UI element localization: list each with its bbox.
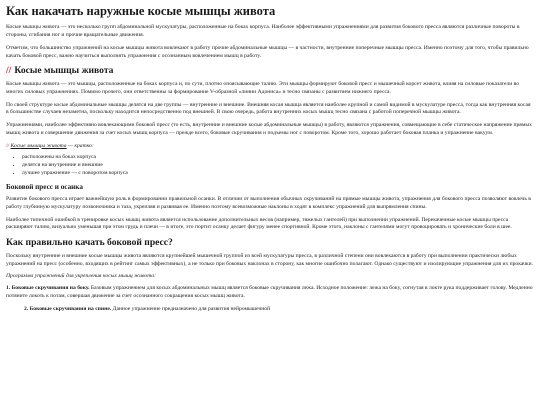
- intro-paragraph-1: Косые мышцы живота — это несколько групп абдоминальной мускулатуры, расположенные на боках корпуса. Наиболее эффективными упражнениями для развития бокового пресса являются различные повороты в стороны, сгибания ног и прочие вращательные движения.: [6, 24, 520, 39]
- exercise-step-1: [6, 285, 534, 300]
- step-title: 1. Боковые скручивания на боку.: [6, 285, 90, 292]
- exercise-step-2: [6, 306, 534, 314]
- section-heading-how-to-train: Как правильно качать боковой пресс?: [6, 236, 173, 248]
- section-heading-text: Косые мышцы живота: [14, 65, 114, 77]
- section2-paragraph-2: Наиболее типичной ошибкой в тренировке косых мышц живота является использование дополнительных весов (например, тяжелых гантелей) при выполнении упражнений. Перекаченные косые мышцы пресса расширяют талию, визуально уменьшая при этом грудь и плечи — в итоге, это портит осанку делает фигуру менее спортивной. Кроме этого, наклоны с гантелями могут провоцировать и хронические боли в шее.: [6, 216, 512, 231]
- program-caption: Программа упражнений для укрепления косых мышц живота:: [6, 273, 156, 280]
- intro-paragraph-2: Отметим, что большинство упражнений на косые мышцы живота вовлекают в работу прочие абдоминальные мышцы — в частности, внутренние поперечные мышцы пресса. Именно поэтому для того, чтобы правильно качать боковой пресс, важно научиться выполнять упражнения с осознанным вовлечением мышц в работу.: [6, 44, 529, 59]
- list-item: • делятся на внутренние и внешние: [22, 162, 534, 170]
- section1-paragraph-3: Упражнениями, наиболее эффективно вовлекающими боковой пресс (то есть, внутренние и внешние косые абдоминальные мышцы) в работу, являются упражнения, совмещающие в себе статическое напряжение прямых мышц живота и совершение движения за счет косых мышц корпуса — прежде всего, боковые скручивания и подъемы ног с поворотом. Кроме того, хорошо работает боковая планка и упражнение вакуум.: [6, 122, 532, 136]
- page-title: Как накачать наружные косые мышцы живота: [6, 4, 276, 18]
- section2-paragraph-1: Развитие бокового пресса играет важнейшую роль в формировании правильной осанки. В отличии от выполнения обычных скручиваний на прямые мышцы живота, упражнения для бокового пресса позволяют вовлечь в работу глубинную мускулатуру позвоночника и таза, укрепляя и развивая ее. Именно поэтому всевозможные наклоны в ходят в комплекс упражнений для выпрямления спины.: [6, 196, 531, 210]
- summary-list: [6, 154, 534, 177]
- summary-note: [6, 143, 534, 151]
- section-heading-oblique-muscles: [6, 65, 534, 76]
- step-text: Базовым упражнением для косых абдоминальных мышц является боковые скручивания лежа. Исходное положение: лежа на боку, согнутая в локте рука поддерживает голову. Медленно потяните локоть к потам, совершая движение за счет осознанного сокращения косых мышц живота.: [6, 285, 533, 299]
- note-suffix: — кратко:: [66, 142, 94, 149]
- section3-paragraph-1: Поскольку внутренние и внешние косые мышцы живота являются крупнейшей мышечной группой из всей мускулатуры пресса, в различной степени они вовлекаются в работу при выполнении практически любых упражнений на пресс (особенно, входящих в рейтинг самых эффективных), а не только при боковых наклонах в сторону, как многие ошибочно полагают. Однако существуют и изолирующие упражнения для их прокачки.: [6, 253, 534, 267]
- heading-slashes: //: [6, 65, 12, 77]
- note-slashes: //: [6, 142, 10, 149]
- section1-paragraph-1: Косые мышцы живота — это мышцы, расположенные на боках корпуса и, по сути, плотно опоясывающие талию. Эти мышцы формируют боковой пресс и мышечный корсет живота, влияя на силовые показатели во многих силовых упражнениях. Помимо прочего, они ответственны за формирование V-образной «линии Адониса» и тесно связаны с развитием нижнего пресса.: [6, 81, 520, 95]
- step-title: 2. Боковые скручивания на спине.: [24, 305, 112, 312]
- list-item: • лучшее упражнение — с поворотом корпуса: [22, 170, 534, 178]
- section1-paragraph-2: По своей структуре косые абдоминальные мышцы делятся на две группы — внутренние и внешние. Внешняя косая мышца является наиболее крупной и самой видимой в мускулатуре пресса, тогда как внутренняя косая в большинстве случаев незаметна, поскольку находится непосредственно под внешней. В свою очередь, работа внутренних косых мышц тесно связана с работой поперечной мышцы живота.: [6, 101, 531, 116]
- subheading-posture: Боковой пресс и осанка: [6, 183, 83, 192]
- note-label: Косые мышцы живота: [10, 142, 67, 149]
- list-item: • расположены на боках корпуса: [22, 154, 534, 162]
- step-text: Данное упражнение предназначено для развития нейромышечной: [111, 305, 271, 312]
